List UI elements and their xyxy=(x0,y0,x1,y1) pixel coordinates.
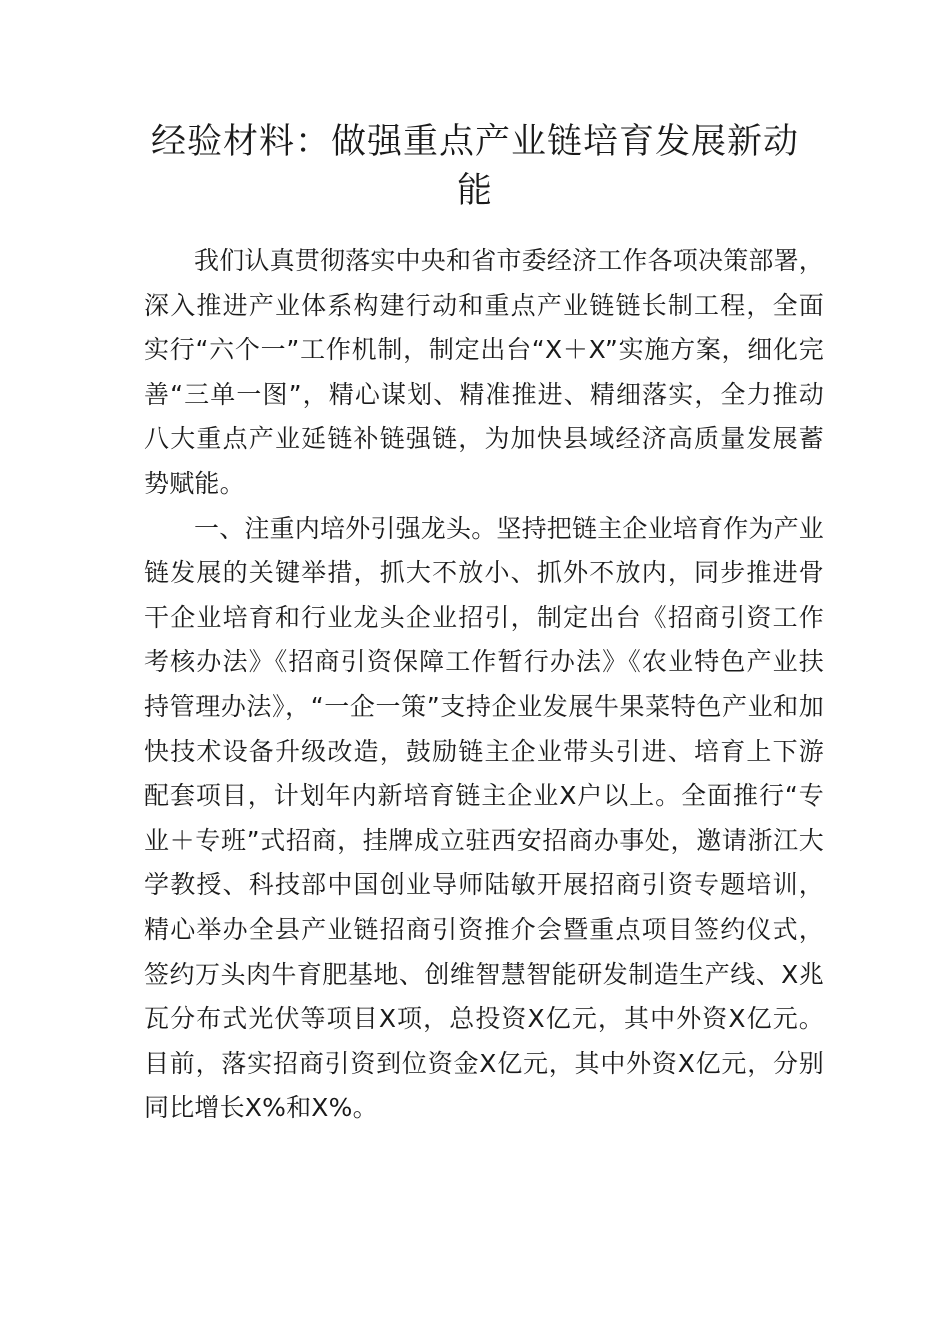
document-title: 经验材料：做强重点产业链培育发展新动能 xyxy=(150,122,799,211)
document-body xyxy=(144,239,824,1131)
section-one-paragraph: 一、注重内培外引强龙头。坚持把链主企业培育作为产业链发展的关键举措，抓大不放小、抓外不放内，同步推进骨干企业培育和行业龙头企业招引，制定出台《招商引资工作考核办法》《招商引资保障工作暂行办法》《农业特色产业扶持管理办法》，“一企一策”支持企业发展牛果菜特色产业和加快技术设备升级改造，鼓励链主企业带头引进、培育上下游配套项目，计划年内新培育链主企业X户以上。全面推行“专业＋专班”式招商，挂牌成立驻西安招商办事处，邀请浙江大学教授、科技部中国创业导师陆敏开展招商引资专题培训，精心举办全县产业链招商引资推介会暨重点项目签约仪式，签约万头肉牛育肥基地、创维智慧智能研发制造生产线、X兆瓦分布式光伏等项目X项，总投资X亿元，其中外资X亿元。目前，落实招商引资到位资金X亿元，其中外资X亿元，分别同比增长X%和X%。 xyxy=(144,513,825,1123)
intro-paragraph: 我们认真贯彻落实中央和省市委经济工作各项决策部署，深入推进产业体系构建行动和重点产业链链长制工程，全面实行“六个一”工作机制，制定出台“X＋X”实施方案，细化完善“三单一图”，精心谋划、精准推进、精细落实，全力推动八大重点产业延链补链强链，为加快县域经济高质量发展蓄势赋能。 xyxy=(144,246,825,498)
